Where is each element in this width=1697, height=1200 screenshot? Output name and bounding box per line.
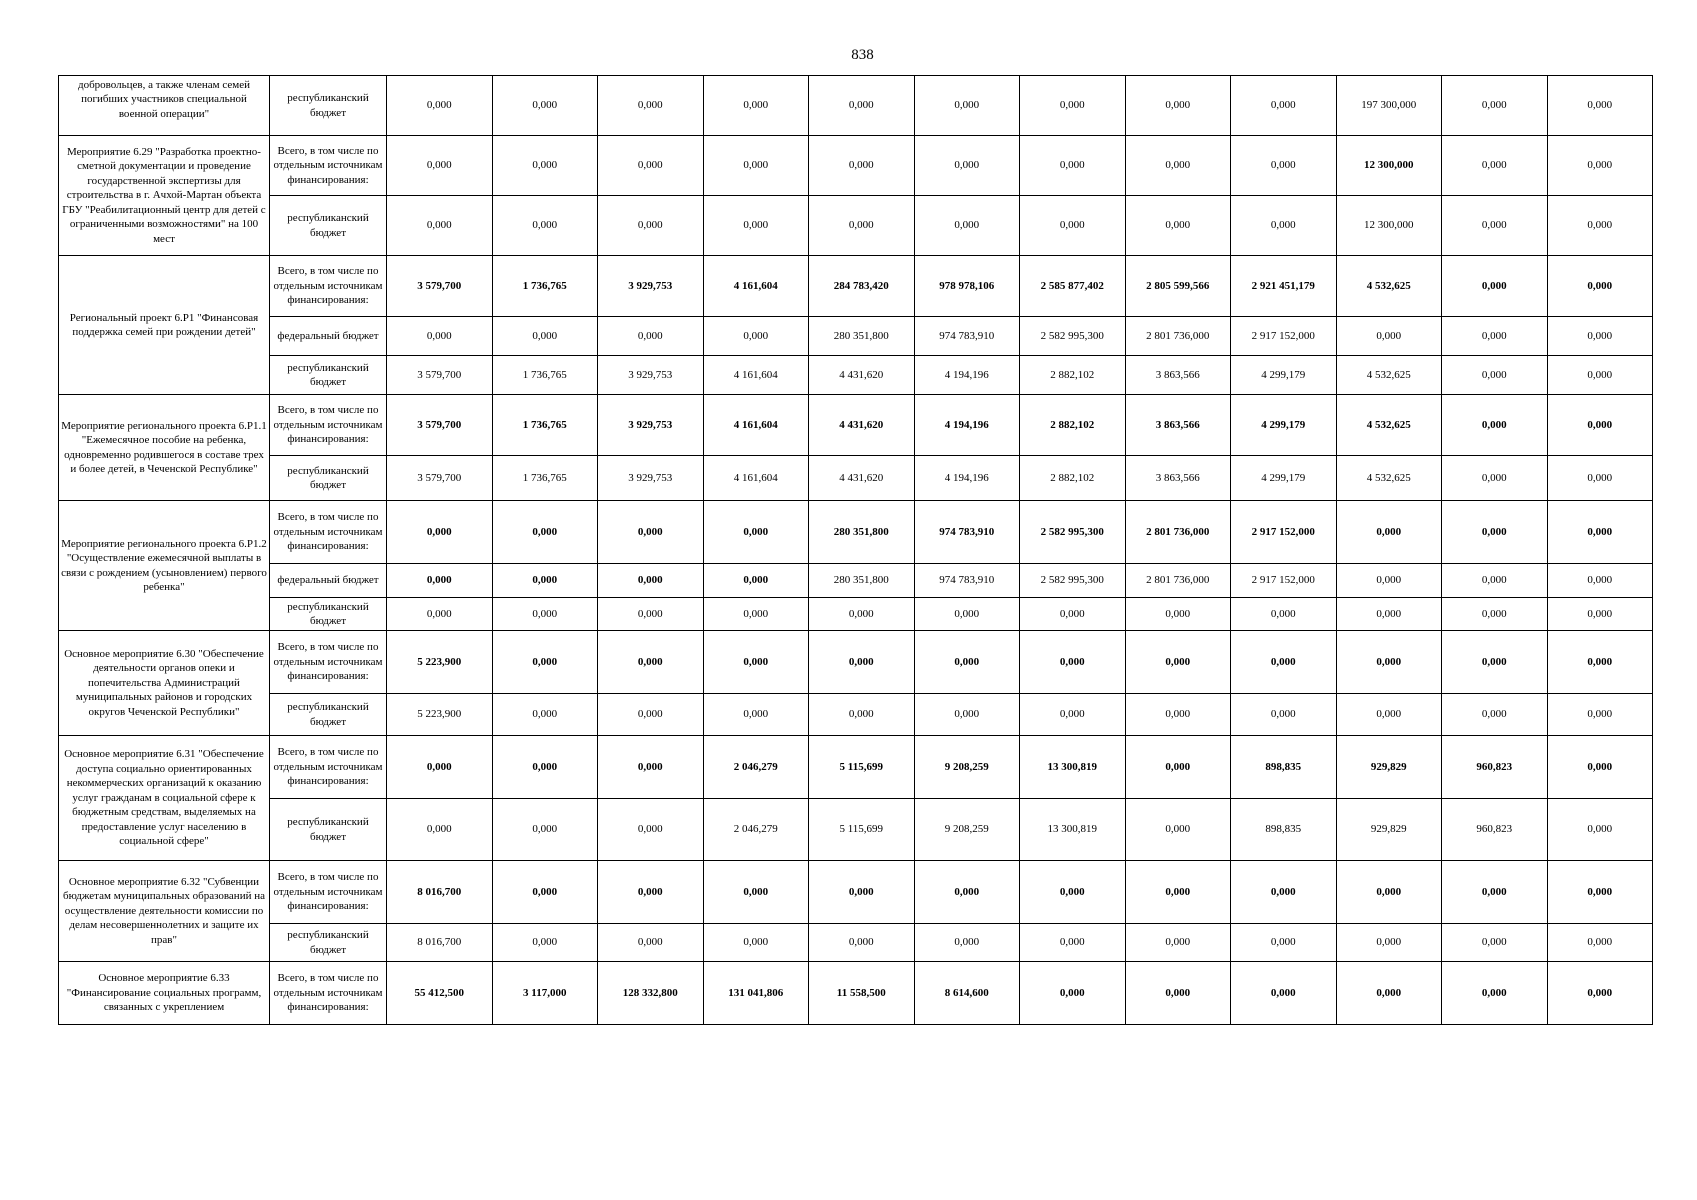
amount-cell: 0,000 <box>1020 962 1126 1025</box>
amount-cell: 12 300,000 <box>1336 136 1442 196</box>
amount-cell: 0,000 <box>1547 456 1653 501</box>
funding-source: Всего, в том числе по отдельным источникам финансирования: <box>270 395 387 456</box>
amount-cell: 0,000 <box>703 631 809 694</box>
amount-cell: 0,000 <box>914 76 1020 136</box>
amount-cell: 0,000 <box>1125 962 1231 1025</box>
table-row <box>59 962 1653 1025</box>
amount-cell: 0,000 <box>1125 694 1231 736</box>
amount-cell: 0,000 <box>809 861 915 924</box>
amount-cell: 929,829 <box>1336 736 1442 799</box>
amount-cell: 0,000 <box>1336 598 1442 631</box>
amount-cell: 0,000 <box>492 631 598 694</box>
amount-cell: 4 161,604 <box>703 395 809 456</box>
amount-cell: 4 431,620 <box>809 395 915 456</box>
amount-cell: 0,000 <box>914 861 1020 924</box>
amount-cell: 0,000 <box>1231 861 1337 924</box>
amount-cell: 2 917 152,000 <box>1231 501 1337 564</box>
amount-cell: 0,000 <box>1020 861 1126 924</box>
amount-cell: 0,000 <box>1547 861 1653 924</box>
amount-cell: 2 801 736,000 <box>1125 317 1231 356</box>
amount-cell: 929,829 <box>1336 799 1442 861</box>
table-row <box>59 564 1653 598</box>
funding-source: Всего, в том числе по отдельным источникам финансирования: <box>270 861 387 924</box>
amount-cell: 3 863,566 <box>1125 356 1231 395</box>
table-row <box>59 501 1653 564</box>
amount-cell: 9 208,259 <box>914 799 1020 861</box>
amount-cell: 13 300,819 <box>1020 736 1126 799</box>
budget-table <box>58 75 1653 1025</box>
amount-cell: 0,000 <box>598 861 704 924</box>
amount-cell: 0,000 <box>1231 196 1337 256</box>
amount-cell: 2 046,279 <box>703 799 809 861</box>
table-row <box>59 694 1653 736</box>
amount-cell: 0,000 <box>1020 76 1126 136</box>
funding-source: Всего, в том числе по отдельным источникам финансирования: <box>270 962 387 1025</box>
amount-cell: 0,000 <box>1442 136 1548 196</box>
amount-cell: 2 917 152,000 <box>1231 317 1337 356</box>
amount-cell: 0,000 <box>703 694 809 736</box>
amount-cell: 0,000 <box>703 317 809 356</box>
amount-cell: 0,000 <box>492 136 598 196</box>
amount-cell: 284 783,420 <box>809 256 915 317</box>
amount-cell: 3 863,566 <box>1125 395 1231 456</box>
amount-cell: 0,000 <box>1442 924 1548 962</box>
amount-cell: 0,000 <box>703 564 809 598</box>
amount-cell: 197 300,000 <box>1336 76 1442 136</box>
amount-cell: 13 300,819 <box>1020 799 1126 861</box>
amount-cell: 3 929,753 <box>598 256 704 317</box>
amount-cell: 4 532,625 <box>1336 356 1442 395</box>
amount-cell: 11 558,500 <box>809 962 915 1025</box>
amount-cell: 0,000 <box>1231 694 1337 736</box>
table-row <box>59 456 1653 501</box>
funding-source: республиканский бюджет <box>270 196 387 256</box>
amount-cell: 0,000 <box>1020 196 1126 256</box>
amount-cell: 0,000 <box>598 736 704 799</box>
amount-cell: 0,000 <box>598 501 704 564</box>
amount-cell: 0,000 <box>1547 631 1653 694</box>
amount-cell: 974 783,910 <box>914 317 1020 356</box>
table-row <box>59 736 1653 799</box>
amount-cell: 0,000 <box>387 799 493 861</box>
table-row <box>59 598 1653 631</box>
amount-cell: 0,000 <box>1336 694 1442 736</box>
amount-cell: 0,000 <box>598 76 704 136</box>
amount-cell: 0,000 <box>1442 196 1548 256</box>
amount-cell: 0,000 <box>914 196 1020 256</box>
amount-cell: 3 929,753 <box>598 456 704 501</box>
amount-cell: 128 332,800 <box>598 962 704 1025</box>
table-row <box>59 256 1653 317</box>
amount-cell: 0,000 <box>1442 564 1548 598</box>
amount-cell: 0,000 <box>1231 76 1337 136</box>
amount-cell: 0,000 <box>1231 631 1337 694</box>
amount-cell: 4 161,604 <box>703 356 809 395</box>
amount-cell: 2 801 736,000 <box>1125 501 1231 564</box>
amount-cell: 0,000 <box>1336 962 1442 1025</box>
measure-name: Основное мероприятие 6.33 "Финансирование социальных программ, связанных с укреплением <box>59 962 270 1025</box>
measure-name: Основное мероприятие 6.32 "Субвенции бюджетам муниципальных образований на осуществление деятельности комиссии по делам несовершеннолетних и защите их прав" <box>59 861 270 962</box>
funding-source: республиканский бюджет <box>270 356 387 395</box>
amount-cell: 55 412,500 <box>387 962 493 1025</box>
amount-cell: 974 783,910 <box>914 501 1020 564</box>
amount-cell: 0,000 <box>914 136 1020 196</box>
amount-cell: 1 736,765 <box>492 256 598 317</box>
amount-cell: 2 805 599,566 <box>1125 256 1231 317</box>
amount-cell: 9 208,259 <box>914 736 1020 799</box>
amount-cell: 0,000 <box>598 799 704 861</box>
amount-cell: 0,000 <box>492 799 598 861</box>
amount-cell: 4 161,604 <box>703 256 809 317</box>
amount-cell: 0,000 <box>492 317 598 356</box>
amount-cell: 280 351,800 <box>809 564 915 598</box>
amount-cell: 0,000 <box>598 317 704 356</box>
amount-cell: 0,000 <box>1125 631 1231 694</box>
amount-cell: 3 117,000 <box>492 962 598 1025</box>
amount-cell: 0,000 <box>1125 799 1231 861</box>
amount-cell: 4 532,625 <box>1336 456 1442 501</box>
amount-cell: 0,000 <box>387 736 493 799</box>
table-row <box>59 76 1653 136</box>
amount-cell: 1 736,765 <box>492 356 598 395</box>
amount-cell: 2 046,279 <box>703 736 809 799</box>
amount-cell: 1 736,765 <box>492 395 598 456</box>
amount-cell: 0,000 <box>1442 317 1548 356</box>
amount-cell: 8 614,600 <box>914 962 1020 1025</box>
amount-cell: 5 115,699 <box>809 799 915 861</box>
amount-cell: 0,000 <box>1231 962 1337 1025</box>
amount-cell: 0,000 <box>387 598 493 631</box>
amount-cell: 0,000 <box>1336 501 1442 564</box>
amount-cell: 0,000 <box>809 924 915 962</box>
amount-cell: 0,000 <box>1336 317 1442 356</box>
amount-cell: 2 882,102 <box>1020 395 1126 456</box>
amount-cell: 280 351,800 <box>809 317 915 356</box>
amount-cell: 2 582 995,300 <box>1020 317 1126 356</box>
amount-cell: 0,000 <box>1020 694 1126 736</box>
funding-source: республиканский бюджет <box>270 598 387 631</box>
amount-cell: 0,000 <box>1125 196 1231 256</box>
amount-cell: 2 882,102 <box>1020 456 1126 501</box>
amount-cell: 0,000 <box>1442 76 1548 136</box>
amount-cell: 0,000 <box>1125 76 1231 136</box>
table-row <box>59 799 1653 861</box>
measure-name: Мероприятие регионального проекта 6.Р1.2 "Осуществление ежемесячной выплаты в связи с рождением (усыновлением) первого ребенка" <box>59 501 270 631</box>
amount-cell: 0,000 <box>1547 501 1653 564</box>
amount-cell: 0,000 <box>809 136 915 196</box>
amount-cell: 4 532,625 <box>1336 395 1442 456</box>
amount-cell: 4 299,179 <box>1231 456 1337 501</box>
amount-cell: 0,000 <box>809 631 915 694</box>
amount-cell: 0,000 <box>387 564 493 598</box>
table-row <box>59 196 1653 256</box>
amount-cell: 2 801 736,000 <box>1125 564 1231 598</box>
amount-cell: 960,823 <box>1442 736 1548 799</box>
amount-cell: 4 431,620 <box>809 456 915 501</box>
amount-cell: 0,000 <box>387 501 493 564</box>
amount-cell: 0,000 <box>492 564 598 598</box>
amount-cell: 0,000 <box>387 136 493 196</box>
amount-cell: 0,000 <box>703 924 809 962</box>
amount-cell: 3 929,753 <box>598 395 704 456</box>
measure-name: добровольцев, а также членам семей погибших участников специальной военной операции" <box>59 76 270 136</box>
amount-cell: 12 300,000 <box>1336 196 1442 256</box>
budget-table-body <box>59 76 1653 1025</box>
amount-cell: 0,000 <box>1547 694 1653 736</box>
amount-cell: 0,000 <box>1231 924 1337 962</box>
amount-cell: 0,000 <box>914 598 1020 631</box>
table-row <box>59 924 1653 962</box>
amount-cell: 0,000 <box>1442 501 1548 564</box>
table-row <box>59 317 1653 356</box>
amount-cell: 0,000 <box>1547 962 1653 1025</box>
amount-cell: 0,000 <box>1336 924 1442 962</box>
table-row <box>59 356 1653 395</box>
amount-cell: 0,000 <box>387 196 493 256</box>
measure-name: Мероприятие 6.29 "Разработка проектно-сметной документации и проведение государственной экспертизы для строительства в г. Ачхой-Мартан объекта ГБУ "Реабилитационный центр для детей с ограниченными возможностями" на 100 мест <box>59 136 270 256</box>
amount-cell: 0,000 <box>492 924 598 962</box>
amount-cell: 4 194,196 <box>914 356 1020 395</box>
amount-cell: 0,000 <box>1231 136 1337 196</box>
amount-cell: 898,835 <box>1231 799 1337 861</box>
amount-cell: 2 882,102 <box>1020 356 1126 395</box>
amount-cell: 0,000 <box>809 196 915 256</box>
funding-source: Всего, в том числе по отдельным источникам финансирования: <box>270 736 387 799</box>
amount-cell: 0,000 <box>492 861 598 924</box>
amount-cell: 0,000 <box>1547 598 1653 631</box>
amount-cell: 0,000 <box>1547 736 1653 799</box>
amount-cell: 0,000 <box>914 631 1020 694</box>
funding-source: Всего, в том числе по отдельным источникам финансирования: <box>270 501 387 564</box>
amount-cell: 3 579,700 <box>387 356 493 395</box>
amount-cell: 0,000 <box>1547 76 1653 136</box>
amount-cell: 5 223,900 <box>387 631 493 694</box>
amount-cell: 2 582 995,300 <box>1020 501 1126 564</box>
amount-cell: 5 115,699 <box>809 736 915 799</box>
amount-cell: 0,000 <box>598 694 704 736</box>
table-row <box>59 631 1653 694</box>
amount-cell: 0,000 <box>809 598 915 631</box>
amount-cell: 3 929,753 <box>598 356 704 395</box>
amount-cell: 0,000 <box>1336 861 1442 924</box>
amount-cell: 0,000 <box>1547 136 1653 196</box>
amount-cell: 0,000 <box>809 694 915 736</box>
amount-cell: 0,000 <box>1547 799 1653 861</box>
amount-cell: 4 299,179 <box>1231 356 1337 395</box>
amount-cell: 131 041,806 <box>703 962 809 1025</box>
amount-cell: 0,000 <box>1125 924 1231 962</box>
amount-cell: 0,000 <box>703 136 809 196</box>
amount-cell: 0,000 <box>809 76 915 136</box>
amount-cell: 898,835 <box>1231 736 1337 799</box>
amount-cell: 1 736,765 <box>492 456 598 501</box>
funding-source: республиканский бюджет <box>270 456 387 501</box>
amount-cell: 0,000 <box>492 598 598 631</box>
measure-name: Основное мероприятие 6.30 "Обеспечение деятельности органов опеки и попечительства Администраций муниципальных районов и городских округов Чеченской Республики" <box>59 631 270 736</box>
amount-cell: 0,000 <box>1020 924 1126 962</box>
amount-cell: 0,000 <box>598 136 704 196</box>
amount-cell: 0,000 <box>1336 564 1442 598</box>
amount-cell: 3 579,700 <box>387 456 493 501</box>
funding-source: Всего, в том числе по отдельным источникам финансирования: <box>270 256 387 317</box>
amount-cell: 8 016,700 <box>387 924 493 962</box>
funding-source: Всего, в том числе по отдельным источникам финансирования: <box>270 136 387 196</box>
amount-cell: 0,000 <box>1547 395 1653 456</box>
table-row <box>59 395 1653 456</box>
amount-cell: 0,000 <box>1547 317 1653 356</box>
amount-cell: 0,000 <box>703 76 809 136</box>
amount-cell: 0,000 <box>492 76 598 136</box>
amount-cell: 0,000 <box>1125 598 1231 631</box>
amount-cell: 4 299,179 <box>1231 395 1337 456</box>
table-row <box>59 136 1653 196</box>
amount-cell: 3 579,700 <box>387 256 493 317</box>
amount-cell: 0,000 <box>492 694 598 736</box>
amount-cell: 0,000 <box>492 196 598 256</box>
amount-cell: 0,000 <box>1442 395 1548 456</box>
amount-cell: 2 585 877,402 <box>1020 256 1126 317</box>
amount-cell: 0,000 <box>598 924 704 962</box>
funding-source: федеральный бюджет <box>270 564 387 598</box>
amount-cell: 0,000 <box>598 631 704 694</box>
funding-source: Всего, в том числе по отдельным источникам финансирования: <box>270 631 387 694</box>
amount-cell: 0,000 <box>1125 136 1231 196</box>
amount-cell: 0,000 <box>1547 924 1653 962</box>
amount-cell: 978 978,106 <box>914 256 1020 317</box>
amount-cell: 0,000 <box>1020 136 1126 196</box>
amount-cell: 4 161,604 <box>703 456 809 501</box>
amount-cell: 2 921 451,179 <box>1231 256 1337 317</box>
amount-cell: 0,000 <box>703 196 809 256</box>
amount-cell: 0,000 <box>1020 598 1126 631</box>
amount-cell: 0,000 <box>703 501 809 564</box>
amount-cell: 0,000 <box>703 861 809 924</box>
amount-cell: 0,000 <box>703 598 809 631</box>
table-row <box>59 861 1653 924</box>
amount-cell: 0,000 <box>598 564 704 598</box>
amount-cell: 0,000 <box>1442 694 1548 736</box>
amount-cell: 0,000 <box>1442 598 1548 631</box>
amount-cell: 3 863,566 <box>1125 456 1231 501</box>
amount-cell: 0,000 <box>1442 861 1548 924</box>
amount-cell: 0,000 <box>598 598 704 631</box>
amount-cell: 0,000 <box>1231 598 1337 631</box>
amount-cell: 0,000 <box>1442 631 1548 694</box>
amount-cell: 3 579,700 <box>387 395 493 456</box>
amount-cell: 0,000 <box>1547 196 1653 256</box>
amount-cell: 5 223,900 <box>387 694 493 736</box>
amount-cell: 0,000 <box>1547 356 1653 395</box>
amount-cell: 0,000 <box>914 924 1020 962</box>
amount-cell: 0,000 <box>598 196 704 256</box>
measure-name: Мероприятие регионального проекта 6.Р1.1 "Ежемесячное пособие на ребенка, одновременно родившегося в составе трех и более детей, в Чеченской Республике" <box>59 395 270 501</box>
amount-cell: 0,000 <box>492 736 598 799</box>
amount-cell: 0,000 <box>1442 256 1548 317</box>
amount-cell: 0,000 <box>1547 564 1653 598</box>
measure-name: Основное мероприятие 6.31 "Обеспечение доступа социально ориентированных некоммерческих организаций к оказанию услуг гражданам в социальной сфере к бюджетным средствам, выделяемых на предоставление услуг населению в социальной сфере" <box>59 736 270 861</box>
amount-cell: 2 582 995,300 <box>1020 564 1126 598</box>
amount-cell: 0,000 <box>1442 356 1548 395</box>
amount-cell: 0,000 <box>1125 736 1231 799</box>
amount-cell: 0,000 <box>387 317 493 356</box>
amount-cell: 0,000 <box>1547 256 1653 317</box>
amount-cell: 960,823 <box>1442 799 1548 861</box>
amount-cell: 4 532,625 <box>1336 256 1442 317</box>
amount-cell: 4 194,196 <box>914 456 1020 501</box>
amount-cell: 0,000 <box>914 694 1020 736</box>
measure-name: Региональный проект 6.Р1 "Финансовая поддержка семей при рождении детей" <box>59 256 270 395</box>
amount-cell: 0,000 <box>387 76 493 136</box>
amount-cell: 2 917 152,000 <box>1231 564 1337 598</box>
funding-source: федеральный бюджет <box>270 317 387 356</box>
amount-cell: 0,000 <box>1125 861 1231 924</box>
page-number: 838 <box>851 47 874 63</box>
funding-source: республиканский бюджет <box>270 76 387 136</box>
funding-source: республиканский бюджет <box>270 799 387 861</box>
amount-cell: 974 783,910 <box>914 564 1020 598</box>
amount-cell: 0,000 <box>1442 962 1548 1025</box>
amount-cell: 0,000 <box>1336 631 1442 694</box>
funding-source: республиканский бюджет <box>270 924 387 962</box>
amount-cell: 0,000 <box>1020 631 1126 694</box>
amount-cell: 0,000 <box>1442 456 1548 501</box>
amount-cell: 280 351,800 <box>809 501 915 564</box>
amount-cell: 0,000 <box>492 501 598 564</box>
funding-source: республиканский бюджет <box>270 694 387 736</box>
amount-cell: 8 016,700 <box>387 861 493 924</box>
amount-cell: 4 431,620 <box>809 356 915 395</box>
amount-cell: 4 194,196 <box>914 395 1020 456</box>
